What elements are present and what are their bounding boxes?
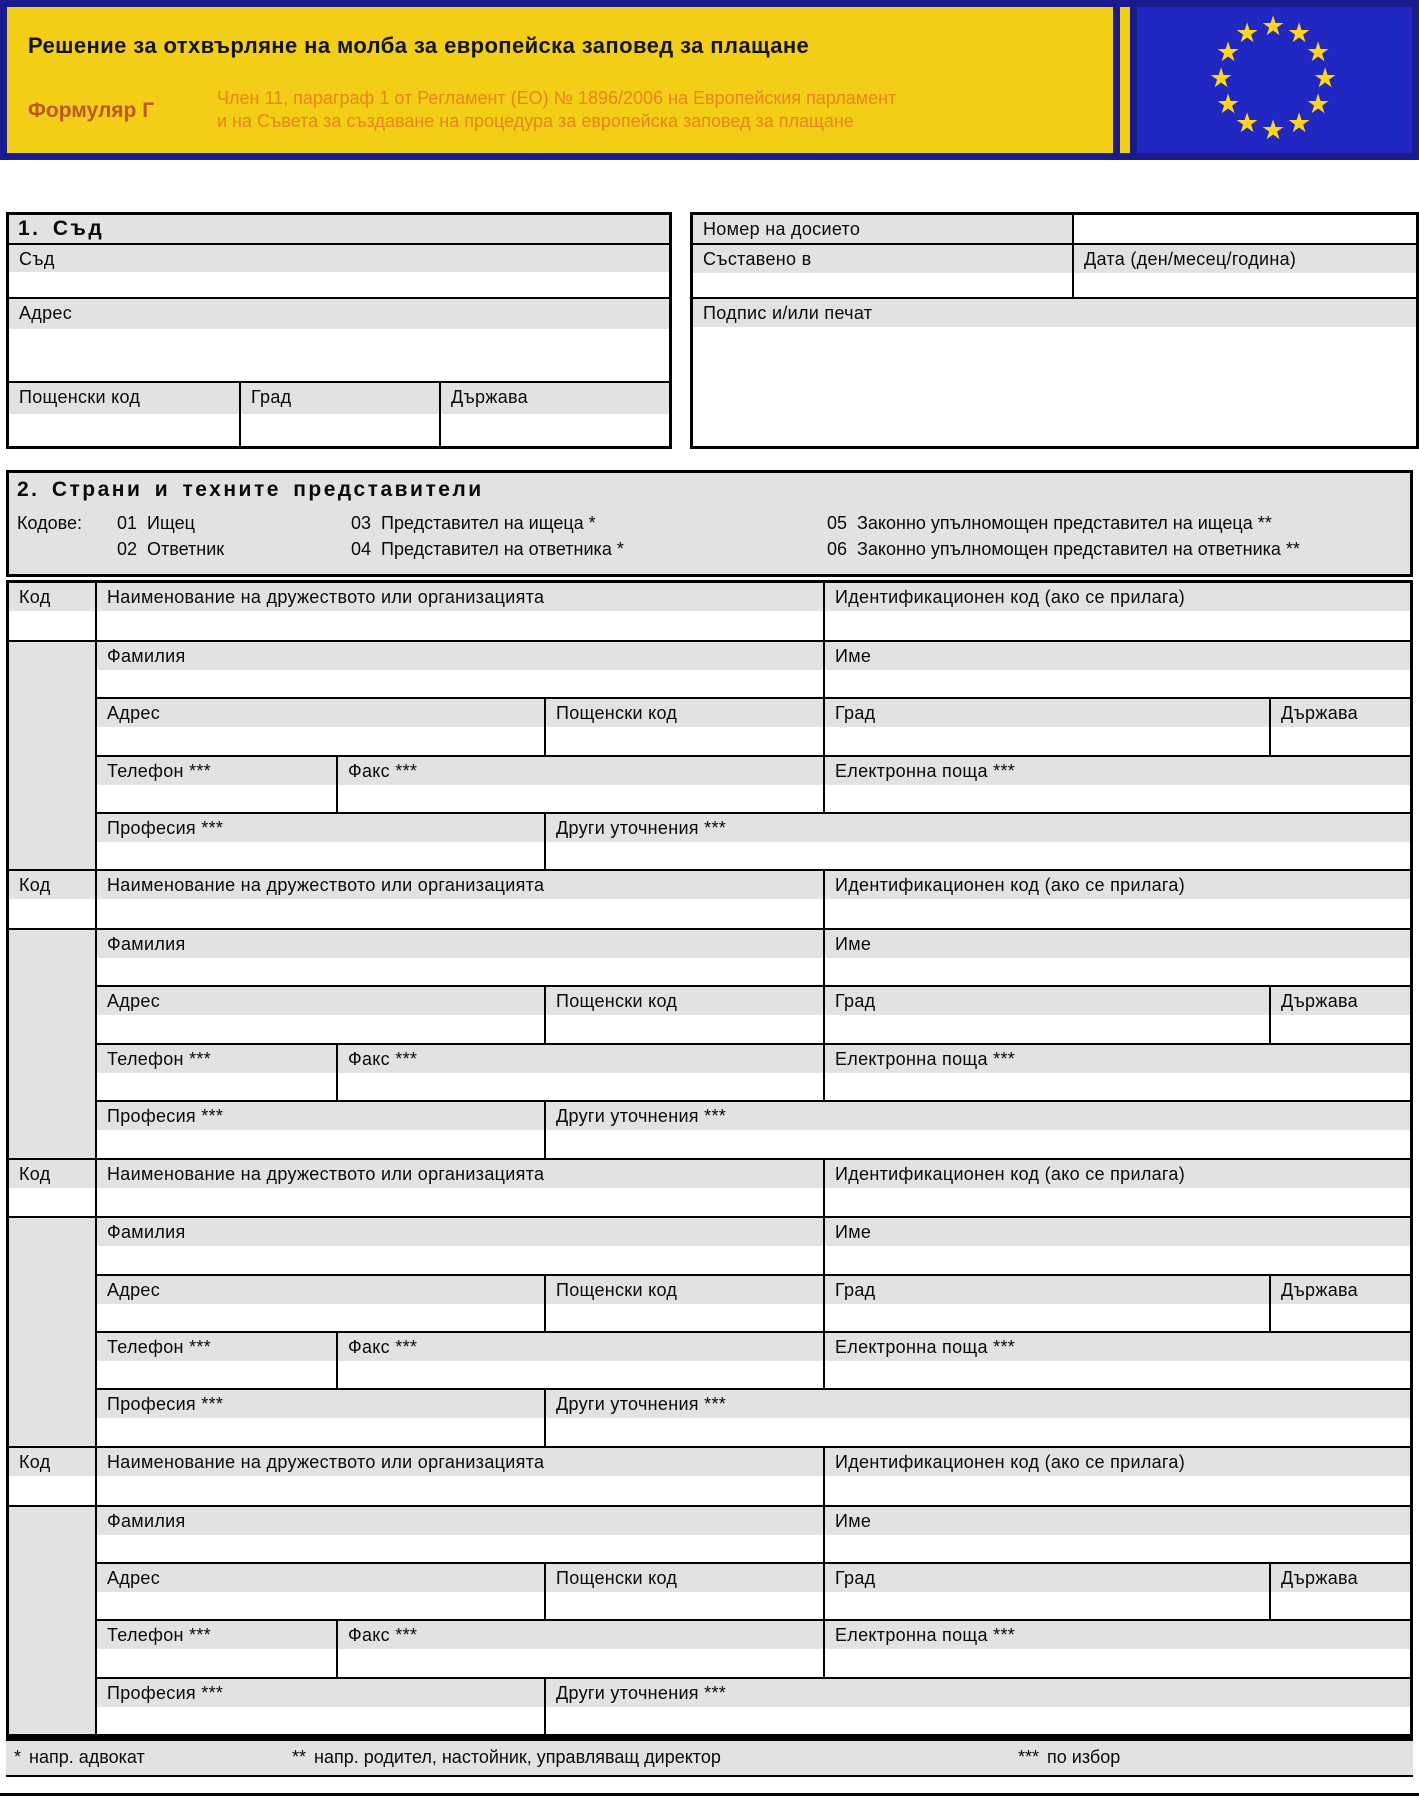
eu-star-icon: ★: [1261, 11, 1286, 41]
party-firstname-cell: [825, 1218, 1410, 1273]
party-city-cell: [825, 1564, 1271, 1619]
party-block: [9, 1448, 1410, 1734]
party-surname-cell: [97, 1507, 825, 1562]
eu-star-icon: ★: [1209, 63, 1234, 93]
party-id-input[interactable]: [825, 611, 1410, 640]
signature-label: Подпис и/или печат: [693, 299, 1416, 327]
code-item-03: 03 Представител на ищеца *: [351, 513, 596, 533]
party-org-input[interactable]: [97, 899, 823, 928]
party-block: [9, 583, 1410, 871]
party-occupation-input[interactable]: [97, 1130, 544, 1157]
eu-star-icon: ★: [1235, 17, 1260, 48]
party-surname-label: Фамилия: [97, 642, 823, 670]
party-fax-input[interactable]: [338, 1649, 823, 1676]
party-postal-cell: [546, 987, 825, 1042]
party-country-label: Държава: [1271, 1564, 1410, 1592]
party-email-cell: [825, 757, 1410, 812]
party-other-cell: [546, 814, 1410, 869]
party-code-spacer: [9, 642, 97, 869]
party-code-spacer: [9, 930, 97, 1157]
party-email-cell: [825, 1045, 1410, 1100]
party-other-label: Други уточнения ***: [546, 814, 1410, 842]
eu-star-icon: ★: [1215, 89, 1241, 119]
party-phone-label: Телефон ***: [97, 1045, 336, 1073]
party-other-label: Други уточнения ***: [546, 1390, 1410, 1418]
footnote-1: * напр. адвокат: [14, 1747, 145, 1767]
party-address-label: Адрес: [97, 987, 544, 1015]
party-city-label: Град: [825, 1276, 1269, 1304]
party-country-input[interactable]: [1271, 727, 1410, 754]
footnotes-bar: [6, 1737, 1413, 1777]
party-email-label: Електронна поща ***: [825, 1621, 1410, 1649]
party-surname-input[interactable]: [97, 1535, 823, 1562]
party-fax-cell: [338, 1045, 825, 1100]
party-surname-input[interactable]: [97, 1246, 823, 1273]
party-id-label: Идентификационен код (ако се прилага): [825, 871, 1410, 899]
court-city-label: Град: [241, 383, 439, 414]
party-country-cell: [1271, 987, 1410, 1042]
party-other-input[interactable]: [546, 842, 1410, 869]
party-phone-input[interactable]: [97, 785, 336, 812]
header-divider-stripe: [1120, 7, 1130, 153]
party-phone-label: Телефон ***: [97, 1621, 336, 1649]
eu-star-icon: ★: [1261, 115, 1286, 145]
party-code-cell: [9, 871, 97, 928]
party-phone-input[interactable]: [97, 1073, 336, 1100]
party-other-input[interactable]: [546, 1130, 1410, 1157]
file-number-label: Номер на досието: [693, 215, 1072, 243]
party-fax-cell: [338, 1333, 825, 1388]
party-country-cell: [1271, 699, 1410, 754]
court-address-input[interactable]: [9, 329, 669, 383]
party-city-input[interactable]: [825, 1304, 1269, 1331]
code-item-04: 04 Представител на ответника *: [351, 539, 624, 559]
party-code-input[interactable]: [9, 1188, 95, 1217]
party-address-cell: [97, 1276, 546, 1331]
party-id-input[interactable]: [825, 1188, 1410, 1217]
party-code-cell: [9, 1160, 97, 1217]
code-item-02: 02 Ответник: [117, 539, 225, 559]
regulation-subtitle: [217, 87, 896, 133]
party-code-label: Код: [9, 1448, 95, 1476]
party-city-cell: [825, 987, 1271, 1042]
court-postal-label: Пощенски код: [9, 383, 239, 414]
party-phone-input[interactable]: [97, 1649, 336, 1676]
party-id-label: Идентификационен код (ако се прилага): [825, 583, 1410, 611]
party-fax-input[interactable]: [338, 1073, 823, 1100]
party-address-label: Адрес: [97, 1564, 544, 1592]
party-city-label: Град: [825, 699, 1269, 727]
parties-section-header: [6, 470, 1413, 577]
court-section: [6, 212, 672, 449]
party-org-input[interactable]: [97, 611, 823, 640]
form-header: [0, 0, 1419, 160]
party-org-input[interactable]: [97, 1188, 823, 1217]
party-email-input[interactable]: [825, 1361, 1410, 1388]
party-city-cell: [825, 699, 1271, 754]
party-firstname-cell: [825, 930, 1410, 985]
party-phone-label: Телефон ***: [97, 757, 336, 785]
party-postal-label: Пощенски код: [546, 987, 823, 1015]
party-firstname-input[interactable]: [825, 1535, 1410, 1562]
party-org-label: Наименование на дружеството или организацията: [97, 871, 823, 899]
form-title: Решение за отхвърляне на молба за европейска заповед за плащане: [28, 33, 810, 58]
party-id-cell: [825, 583, 1410, 640]
party-code-label: Код: [9, 871, 95, 899]
party-postal-cell: [546, 1564, 825, 1619]
party-id-label: Идентификационен код (ако се прилага): [825, 1160, 1410, 1188]
date-label: Дата (ден/месец/година): [1074, 245, 1416, 273]
party-org-label: Наименование на дружеството или организацията: [97, 1448, 823, 1476]
party-fax-cell: [338, 1621, 825, 1676]
party-email-input[interactable]: [825, 1649, 1410, 1676]
party-country-input[interactable]: [1271, 1592, 1410, 1619]
party-id-cell: [825, 871, 1410, 928]
party-address-cell: [97, 987, 546, 1042]
party-org-input[interactable]: [97, 1476, 823, 1505]
party-phone-input[interactable]: [97, 1361, 336, 1388]
party-postal-input[interactable]: [546, 1015, 823, 1042]
party-code-label: Код: [9, 1160, 95, 1188]
party-occupation-input[interactable]: [97, 842, 544, 869]
party-fax-label: Факс ***: [338, 1045, 823, 1073]
file-number-cell: [693, 215, 1074, 243]
court-address-label: Адрес: [9, 299, 669, 329]
party-occupation-input[interactable]: [97, 1707, 544, 1734]
party-city-input[interactable]: [825, 1592, 1269, 1619]
party-other-label: Други уточнения ***: [546, 1102, 1410, 1130]
party-firstname-cell: [825, 642, 1410, 697]
signature-area[interactable]: [693, 327, 1416, 446]
party-country-label: Държава: [1271, 1276, 1410, 1304]
eu-star-icon: ★: [1235, 108, 1260, 139]
court-postal-input[interactable]: [9, 414, 239, 446]
party-block: [9, 871, 1410, 1159]
eu-star-icon: ★: [1306, 89, 1331, 119]
eu-flag: [1137, 7, 1412, 153]
party-occupation-input[interactable]: [97, 1418, 544, 1445]
party-country-label: Държава: [1271, 699, 1410, 727]
party-phone-cell: [97, 757, 338, 812]
page-bottom-rule: [0, 1793, 1419, 1796]
party-id-input[interactable]: [825, 1476, 1410, 1505]
party-city-input[interactable]: [825, 1015, 1269, 1042]
party-city-label: Град: [825, 987, 1269, 1015]
code-item-06: 06 Законно упълномощен представител на ответника **: [827, 539, 1300, 559]
party-code-cell: [9, 1448, 97, 1505]
party-org-cell: [97, 871, 825, 928]
party-occupation-label: Професия ***: [97, 1102, 544, 1130]
party-code-input[interactable]: [9, 899, 95, 928]
code-item-05: 05 Законно упълномощен представител на ищеца **: [827, 513, 1272, 533]
party-other-cell: [546, 1679, 1410, 1734]
party-firstname-cell: [825, 1507, 1410, 1562]
regulation-subtitle-line1: Член 11, параграф 1 от Регламент (ЕО) № 1896/2006 на Европейския парламент: [217, 88, 897, 108]
party-postal-cell: [546, 1276, 825, 1331]
party-address-cell: [97, 1564, 546, 1619]
party-postal-label: Пощенски код: [546, 1564, 823, 1592]
party-firstname-label: Име: [825, 642, 1410, 670]
party-occupation-cell: [97, 814, 546, 869]
party-address-input[interactable]: [97, 727, 544, 754]
drawn-up-input[interactable]: [693, 273, 1074, 297]
party-other-cell: [546, 1390, 1410, 1445]
party-country-input[interactable]: [1271, 1015, 1410, 1042]
party-firstname-label: Име: [825, 930, 1410, 958]
code-item-01: 01 Ищец: [117, 513, 195, 533]
party-other-label: Други уточнения ***: [546, 1679, 1410, 1707]
party-surname-label: Фамилия: [97, 1218, 823, 1246]
party-other-input[interactable]: [546, 1707, 1410, 1734]
party-code-spacer: [9, 1507, 97, 1734]
party-fax-label: Факс ***: [338, 757, 823, 785]
party-fax-input[interactable]: [338, 785, 823, 812]
party-country-cell: [1271, 1276, 1410, 1331]
party-postal-label: Пощенски код: [546, 699, 823, 727]
party-email-label: Електронна поща ***: [825, 757, 1410, 785]
court-label: Съд: [9, 245, 669, 272]
party-surname-label: Фамилия: [97, 1507, 823, 1535]
party-other-cell: [546, 1102, 1410, 1157]
party-fax-label: Факс ***: [338, 1333, 823, 1361]
party-occupation-label: Професия ***: [97, 814, 544, 842]
party-firstname-input[interactable]: [825, 1246, 1410, 1273]
parties-table: [6, 580, 1413, 1737]
party-code-label: Код: [9, 583, 95, 611]
party-email-cell: [825, 1333, 1410, 1388]
party-address-cell: [97, 699, 546, 754]
eu-star-icon: ★: [1287, 17, 1312, 48]
party-code-cell: [9, 583, 97, 640]
date-input[interactable]: [1074, 273, 1416, 297]
party-firstname-input[interactable]: [825, 670, 1410, 697]
file-number-input[interactable]: [1074, 215, 1416, 243]
party-org-cell: [97, 1448, 825, 1505]
party-surname-input[interactable]: [97, 958, 823, 985]
party-email-label: Електронна поща ***: [825, 1333, 1410, 1361]
date-cell: [1074, 245, 1416, 273]
parties-section-title: 2. Страни и техните представители: [17, 478, 484, 501]
party-phone-cell: [97, 1045, 338, 1100]
court-country-label: Държава: [441, 383, 669, 414]
party-postal-input[interactable]: [546, 727, 823, 754]
party-postal-input[interactable]: [546, 1304, 823, 1331]
party-address-label: Адрес: [97, 1276, 544, 1304]
party-id-label: Идентификационен код (ако се прилага): [825, 1448, 1410, 1476]
party-fax-label: Факс ***: [338, 1621, 823, 1649]
party-occupation-label: Професия ***: [97, 1679, 544, 1707]
footnote-2: ** напр. родител, настойник, управляващ директор: [292, 1747, 721, 1767]
regulation-subtitle-line2: и на Съвета за създаване на процедура за европейска заповед за плащане: [217, 111, 854, 131]
party-city-label: Град: [825, 1564, 1269, 1592]
party-occupation-cell: [97, 1102, 546, 1157]
party-org-cell: [97, 583, 825, 640]
party-firstname-label: Име: [825, 1507, 1410, 1535]
form-letter-label: Формуляр Г: [28, 99, 155, 122]
party-surname-input[interactable]: [97, 670, 823, 697]
party-country-input[interactable]: [1271, 1304, 1410, 1331]
party-email-cell: [825, 1621, 1410, 1676]
party-id-cell: [825, 1160, 1410, 1217]
party-code-input[interactable]: [9, 1476, 95, 1505]
party-other-input[interactable]: [546, 1418, 1410, 1445]
drawn-up-label: Съставено в: [693, 245, 1072, 273]
party-city-cell: [825, 1276, 1271, 1331]
eu-star-icon: ★: [1313, 63, 1338, 93]
party-surname-cell: [97, 642, 825, 697]
party-firstname-label: Име: [825, 1218, 1410, 1246]
footnote-3: *** по избор: [1018, 1747, 1121, 1767]
party-surname-cell: [97, 930, 825, 985]
party-occupation-label: Професия ***: [97, 1390, 544, 1418]
party-org-cell: [97, 1160, 825, 1217]
court-section-title: 1. Съд: [9, 215, 669, 245]
case-box: [690, 212, 1419, 449]
party-country-cell: [1271, 1564, 1410, 1619]
party-phone-cell: [97, 1621, 338, 1676]
party-fax-cell: [338, 757, 825, 812]
party-address-label: Адрес: [97, 699, 544, 727]
party-address-input[interactable]: [97, 1015, 544, 1042]
eu-star-icon: ★: [1306, 37, 1331, 67]
party-surname-label: Фамилия: [97, 930, 823, 958]
party-phone-label: Телефон ***: [97, 1333, 336, 1361]
eu-star-icon: ★: [1215, 37, 1241, 67]
party-fax-input[interactable]: [338, 1361, 823, 1388]
party-code-input[interactable]: [9, 611, 95, 640]
party-postal-input[interactable]: [546, 1592, 823, 1619]
codes-label: Кодове:: [17, 513, 82, 533]
court-country-input[interactable]: [441, 414, 669, 446]
party-occupation-cell: [97, 1390, 546, 1445]
party-address-input[interactable]: [97, 1592, 544, 1619]
eu-star-icon: ★: [1287, 108, 1312, 139]
header-banner: [7, 7, 1113, 153]
party-id-input[interactable]: [825, 899, 1410, 928]
party-email-input[interactable]: [825, 785, 1410, 812]
party-firstname-input[interactable]: [825, 958, 1410, 985]
party-email-label: Електронна поща ***: [825, 1045, 1410, 1073]
party-address-input[interactable]: [97, 1304, 544, 1331]
party-country-label: Държава: [1271, 987, 1410, 1015]
party-occupation-cell: [97, 1679, 546, 1734]
court-city-input[interactable]: [241, 414, 439, 446]
party-org-label: Наименование на дружеството или организацията: [97, 1160, 823, 1188]
party-code-spacer: [9, 1218, 97, 1445]
drawn-up-cell: [693, 245, 1074, 273]
court-input[interactable]: [9, 272, 669, 299]
party-org-label: Наименование на дружеството или организацията: [97, 583, 823, 611]
party-postal-label: Пощенски код: [546, 1276, 823, 1304]
party-city-input[interactable]: [825, 727, 1269, 754]
party-postal-cell: [546, 699, 825, 754]
party-id-cell: [825, 1448, 1410, 1505]
party-email-input[interactable]: [825, 1073, 1410, 1100]
party-surname-cell: [97, 1218, 825, 1273]
party-phone-cell: [97, 1333, 338, 1388]
party-block: [9, 1160, 1410, 1448]
